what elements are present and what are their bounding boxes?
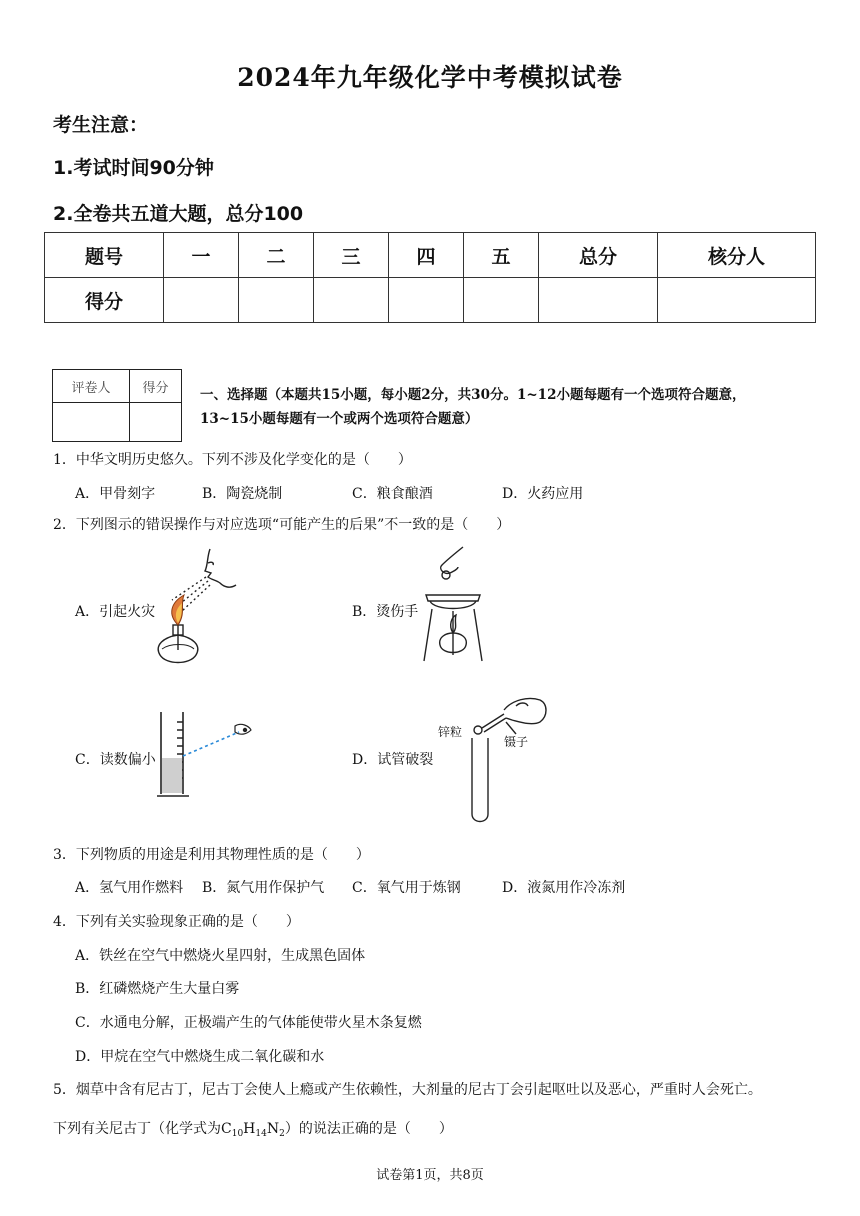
question-2-option-c[interactable]: C．读数偏小: [75, 752, 156, 768]
question-5-stem: 5．烟草中含有尼古丁，尼古丁会使人上瘾或产生依赖性，大剂量的尼古丁会引起呕吐以及恶心，严重时人会死亡。: [53, 1082, 762, 1098]
score-table-header-cell: 五: [464, 233, 539, 278]
question-5-line-2-post: ）的说法正确的是（ ）: [284, 1121, 453, 1137]
question-2-option-b[interactable]: B．烫伤手: [352, 604, 419, 620]
grader-score-cell[interactable]: [130, 403, 182, 442]
score-cell[interactable]: [389, 278, 464, 323]
graduated-cylinder-reading-illustration: [155, 708, 255, 803]
grader-score-label: 得分: [130, 370, 182, 403]
score-row-label: 得分: [45, 278, 164, 323]
score-cell[interactable]: [658, 278, 816, 323]
notice-item-time: 1.考试时间90分钟: [53, 157, 214, 179]
page-title: 2024年九年级化学中考模拟试卷: [237, 63, 623, 92]
question-1-option-a[interactable]: A．甲骨刻字: [75, 486, 156, 502]
score-table-header-cell: 总分: [539, 233, 658, 278]
question-4-option-d[interactable]: D．甲烷在空气中燃烧生成二氧化碳和水: [75, 1049, 325, 1065]
question-1-option-c[interactable]: C．粮食酿酒: [352, 486, 433, 502]
score-cell[interactable]: [239, 278, 314, 323]
score-table-header-cell: 二: [239, 233, 314, 278]
test-tube-zinc-tweezers-illustration: [436, 686, 556, 826]
score-table-header-cell: 一: [164, 233, 239, 278]
question-3-option-c[interactable]: C．氧气用于炼钢: [352, 880, 461, 896]
question-2-option-a[interactable]: A．引起火灾: [75, 604, 156, 620]
question-3-option-d[interactable]: D．液氮用作冷冻剂: [502, 880, 626, 896]
question-1-stem: 1．中华文明历史悠久。下列不涉及化学变化的是（ ）: [53, 452, 412, 468]
grader-box: [52, 369, 182, 442]
question-3-option-b[interactable]: B．氮气用作保护气: [202, 880, 325, 896]
question-5-line-2: [53, 1118, 453, 1139]
score-cell[interactable]: [164, 278, 239, 323]
question-4-option-c[interactable]: C．水通电分解，正极端产生的气体能使带火星木条复燃: [75, 1015, 422, 1031]
page-footer: 试卷第1页，共8页: [376, 1168, 484, 1183]
formula-h: H: [243, 1121, 256, 1137]
grader-cell[interactable]: [53, 403, 130, 442]
score-table-header-cell: 三: [314, 233, 389, 278]
question-1-option-d[interactable]: D．火药应用: [502, 486, 584, 502]
zinc-label: 锌粒: [438, 725, 463, 739]
question-4-option-a[interactable]: A．铁丝在空气中燃烧火星四射，生成黑色固体: [75, 948, 366, 964]
score-table: [44, 232, 816, 323]
question-3-option-a[interactable]: A．氢气用作燃料: [75, 880, 184, 896]
formula-c-count: 10: [231, 1129, 244, 1139]
formula-h-count: 14: [255, 1129, 267, 1139]
tweezers-label: 镊子: [504, 735, 529, 749]
formula-n: N: [266, 1121, 280, 1137]
notice-item-total: 2.全卷共五道大题，总分100: [53, 203, 304, 225]
section-1-line-1: 一、选择题（本题共15小题，每小题2分，共30分。1~12小题每题有一个选项符合题意，: [200, 387, 746, 403]
score-cell[interactable]: [464, 278, 539, 323]
score-table-header-cell: 题号: [45, 233, 164, 278]
question-4-stem: 4．下列有关实验现象正确的是（ ）: [53, 914, 300, 930]
section-1-heading: [200, 383, 820, 431]
score-table-score-row: [45, 278, 816, 323]
question-5-line-2-pre: 下列有关尼古丁（化学式为: [53, 1121, 221, 1137]
score-table-header-cell: 核分人: [658, 233, 816, 278]
alcohol-lamp-blowing-illustration: [150, 545, 245, 675]
question-2-option-d[interactable]: D．试管破裂: [352, 752, 434, 768]
score-table-header-row: [45, 233, 816, 278]
grader-label: 评卷人: [53, 370, 130, 403]
score-table-header-cell: 四: [389, 233, 464, 278]
question-4-option-b[interactable]: B．红磷燃烧产生大量白雾: [75, 981, 240, 997]
chemical-formula: [221, 1121, 285, 1137]
question-1-option-b[interactable]: B．陶瓷烧制: [202, 486, 283, 502]
score-cell[interactable]: [314, 278, 389, 323]
formula-n-count: 2: [279, 1129, 285, 1139]
question-2-stem: 2．下列图示的错误操作与对应选项“可能产生的后果”不一致的是（ ）: [53, 517, 511, 533]
notice-heading: 考生注意：: [53, 114, 149, 136]
question-3-stem: 3．下列物质的用途是利用其物理性质的是（ ）: [53, 847, 370, 863]
formula-c: C: [221, 1121, 232, 1137]
section-1-line-2: 13~15小题每题有一个或两个选项符合题意）: [200, 411, 479, 427]
score-cell[interactable]: [539, 278, 658, 323]
evaporating-dish-hand-illustration: [418, 545, 488, 670]
